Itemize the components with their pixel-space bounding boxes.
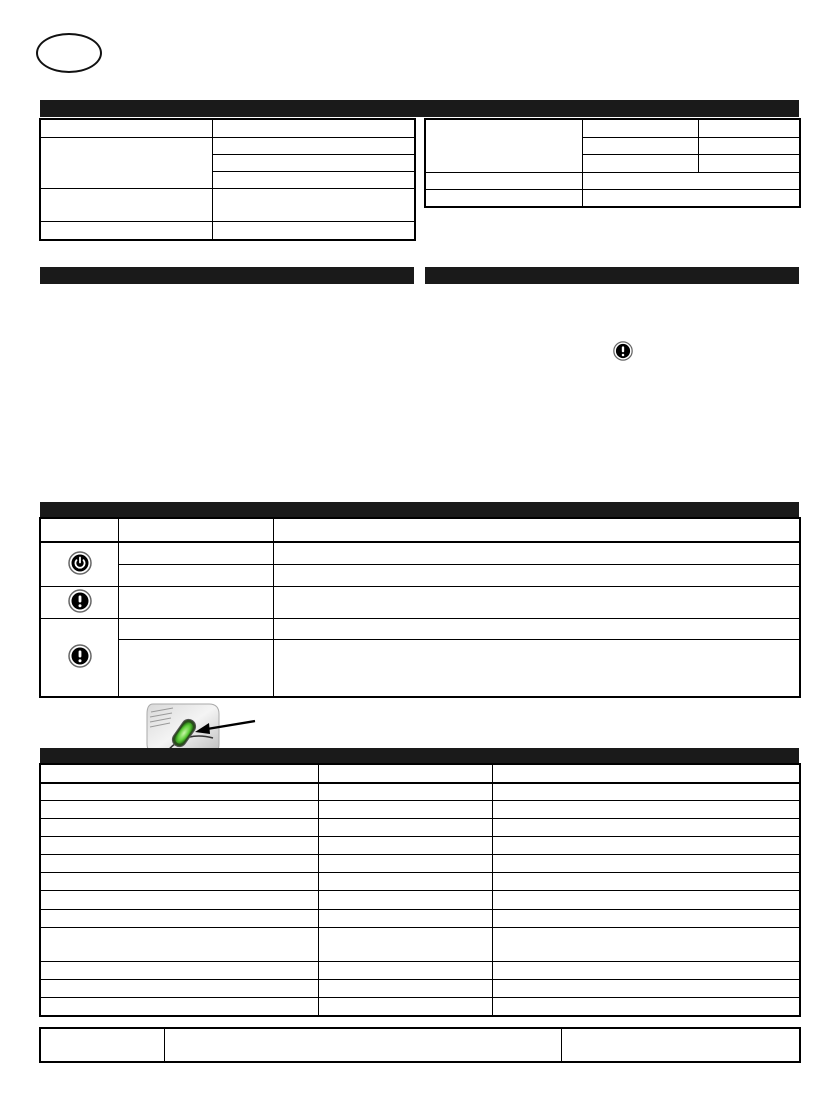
grind-cell <box>319 909 493 927</box>
alert-icon <box>613 341 633 361</box>
spec-left-cell <box>213 189 415 222</box>
grind-cell <box>319 855 493 873</box>
spec-left-cell <box>213 120 415 138</box>
spec-right-cell <box>699 155 800 173</box>
grind-cell <box>319 979 493 997</box>
spec-right-cell <box>699 138 800 155</box>
grind-cell <box>319 961 493 979</box>
footer-cell <box>165 1029 562 1062</box>
grind-cell <box>41 819 319 837</box>
grind-cell <box>319 997 493 1015</box>
spec-table-right <box>425 119 800 207</box>
specifications-header-bar <box>40 100 799 117</box>
grind-cell <box>493 855 800 873</box>
led-table-header-bar <box>40 502 799 519</box>
alert-icon <box>68 589 92 613</box>
grind-cell <box>319 837 493 855</box>
led-state-cell <box>119 640 274 697</box>
spec-right-cell <box>583 155 699 173</box>
grind-cell <box>319 873 493 891</box>
grind-col-header <box>493 765 800 783</box>
grind-cell <box>493 927 800 961</box>
grind-cell <box>41 891 319 909</box>
footer-cell <box>562 1029 800 1062</box>
grind-cell <box>41 909 319 927</box>
led-meaning-cell <box>274 640 800 697</box>
spec-left-cell <box>41 138 213 189</box>
grind-cell <box>41 783 319 801</box>
grind-settings-table <box>40 764 800 1016</box>
grind-cell <box>41 997 319 1015</box>
right-section-header-bar <box>425 267 799 284</box>
grind-col-header <box>41 765 319 783</box>
spec-table-left <box>40 119 415 240</box>
grind-cell <box>41 837 319 855</box>
grind-cell <box>493 783 800 801</box>
spec-left-cell <box>41 222 213 240</box>
grind-col-header <box>319 765 493 783</box>
spec-left-cell <box>213 172 415 189</box>
led-meaning-cell <box>274 565 800 587</box>
led-col-header <box>274 519 800 542</box>
grind-cell <box>41 979 319 997</box>
grind-cell <box>319 801 493 819</box>
grind-cell <box>493 873 800 891</box>
grind-cell <box>319 819 493 837</box>
led-meaning-cell <box>274 619 800 640</box>
grind-cell <box>493 819 800 837</box>
grind-cell <box>319 927 493 961</box>
led-col-header <box>41 519 119 542</box>
led-meaning-cell <box>274 587 800 619</box>
grind-cell <box>319 891 493 909</box>
spec-right-cell <box>583 173 800 190</box>
grind-cell <box>493 961 800 979</box>
led-icon-cell <box>41 587 119 619</box>
grind-cell <box>41 855 319 873</box>
power-icon <box>68 551 92 575</box>
spec-right-cell <box>583 190 800 207</box>
spec-left-cell <box>213 138 415 155</box>
spec-right-cell <box>426 190 583 207</box>
footer-cell <box>41 1029 165 1062</box>
led-state-cell <box>119 587 274 619</box>
language-badge <box>36 33 102 73</box>
grind-cell <box>493 801 800 819</box>
spec-right-cell <box>699 120 800 138</box>
left-section-header-bar <box>40 267 414 284</box>
grind-cell <box>41 961 319 979</box>
grind-cell <box>493 909 800 927</box>
spec-left-cell <box>213 222 415 240</box>
grind-cell <box>493 997 800 1015</box>
spec-left-cell <box>41 189 213 222</box>
spec-right-cell <box>583 138 699 155</box>
led-state-cell <box>119 565 274 587</box>
grind-table-header-bar <box>40 748 799 765</box>
grind-cell <box>493 891 800 909</box>
grind-cell <box>41 801 319 819</box>
led-icon-cell <box>41 542 119 587</box>
alert-icon <box>68 644 92 668</box>
grind-cell <box>493 837 800 855</box>
grind-cell <box>41 927 319 961</box>
led-status-table <box>40 518 800 697</box>
led-meaning-cell <box>274 542 800 565</box>
led-state-cell <box>119 542 274 565</box>
grind-cell <box>493 979 800 997</box>
spec-left-cell <box>213 155 415 172</box>
led-icon-cell <box>41 619 119 697</box>
led-state-cell <box>119 619 274 640</box>
spec-left-cell <box>41 120 213 138</box>
grind-cell <box>319 783 493 801</box>
grind-cell <box>41 873 319 891</box>
spec-right-cell <box>426 173 583 190</box>
footer-table <box>40 1028 800 1062</box>
spec-right-cell <box>426 120 583 173</box>
spec-right-cell <box>583 120 699 138</box>
led-col-header <box>119 519 274 542</box>
